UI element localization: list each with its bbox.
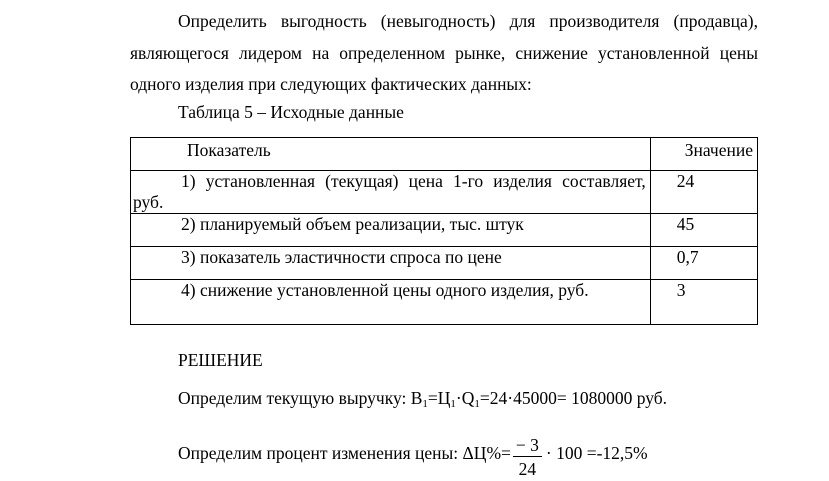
solution-heading: РЕШЕНИЕ <box>178 350 263 370</box>
price-change-formula <box>178 430 648 477</box>
denominator: 24 <box>518 459 537 479</box>
row-value: 45 <box>650 214 757 247</box>
row-label: 2) планируемый объем реализации, тыс. штук <box>131 214 651 247</box>
formula-part: ·Q <box>455 388 475 408</box>
table-row <box>131 171 758 214</box>
table-caption: Таблица 5 – Исходные данные <box>178 102 404 122</box>
percent-result: · 100 =-12,5% <box>545 443 648 463</box>
task-paragraph: Определить выгодность (невыгодность) для производителя (продавца), являющегося лидером на определенном рынке, снижение установленной цены одного изделия при следующих фактических данных: <box>130 11 758 94</box>
subscript: 1 <box>474 398 480 410</box>
header-value: Значение <box>650 138 757 171</box>
formula-result: =24·45000= 1080000 руб. <box>479 388 668 408</box>
subscript: 1 <box>422 398 428 410</box>
row-label: 4) снижение установленной цены одного изделия, руб. <box>131 280 651 325</box>
row-label: 3) показатель эластичности спроса по цене <box>131 247 651 280</box>
source-data-table <box>130 137 758 325</box>
numerator: − 3 <box>513 434 542 457</box>
revenue-prefix: Определим текущую выручку: В <box>178 388 423 408</box>
formula-part: =Ц <box>427 388 451 408</box>
table-row <box>131 214 758 247</box>
table-row <box>131 247 758 280</box>
fraction <box>513 434 542 481</box>
subscript: 1 <box>450 398 456 410</box>
header-indicator: Показатель <box>131 138 651 171</box>
revenue-formula <box>178 388 667 410</box>
row-value: 0,7 <box>650 247 757 280</box>
table-row <box>131 280 758 325</box>
row-value: 24 <box>650 171 757 214</box>
table-header-row <box>131 138 758 171</box>
row-label: 1) установленная (текущая) цена 1-го изделия составляет, руб. <box>131 171 651 214</box>
row-value: 3 <box>650 280 757 325</box>
percent-prefix: Определим процент изменения цены: ΔЦ%= <box>178 443 511 463</box>
